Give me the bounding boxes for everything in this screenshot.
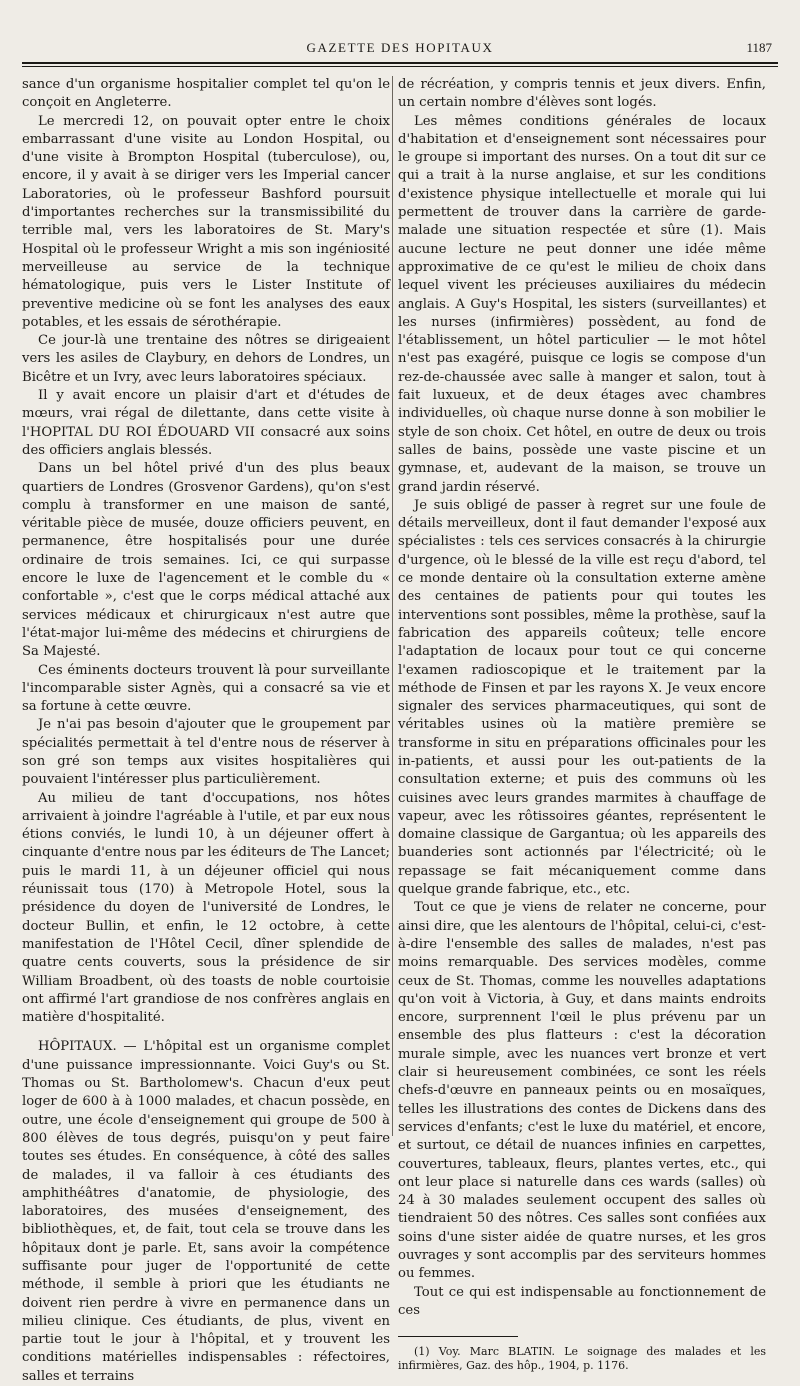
page-header: [22, 38, 778, 58]
journal-title: GAZETTE DES HOPITAUX: [306, 40, 494, 55]
footnote-rule: [398, 1336, 518, 1337]
paragraph: Tout ce que je viens de relater ne concerne, pour ainsi dire, que les alentours de l'hôpital, celui-ci, c'est-à-dire l'ensemble des salles de malades, n'est pas moins remarquable. Des services modèles, comme ceux de St. Thomas, comme les nouvelles adaptations qu'on voit à Victoria, à Guy, et dans maints endroits encore, surprennent l'œil le plus prévenu par un ensemble des plus flatteurs : c'est la décoration murale simple, avec les nuances vert bronze et vert clair si heureusement combinées, ce sont les réels chefs-d'œuvre en panneaux peints ou en mosaïques, telles les illustrations des contes de Dickens dans des services d'enfants; c'est le luxe du matériel, et encore, et surtout, ce détail de nuances infinies en carpettes, couvertures, tableaux, fleurs, plantes vertes, etc., qui ont leur place si naturelle dans ces wards (salles) où 24 à 30 malades seulement occupent des salles où tiendraient 50 des nôtres. Ces salles sont confiées aux soins d'une sister aidée de quatre nurses, et les gros ouvrages y sont accomplis par des serviteurs hommes ou femmes.: [398, 900, 766, 1282]
paragraph: Dans un bel hôtel privé d'un des plus beaux quartiers de Londres (Grosvenor Gardens), qu'on s'est complu à transformer en une maison de santé, véritable pièce de musée, douze officiers peuvent, en permanence, être hospitalisés pour une durée ordinaire de trois semaines. Ici, ce qui surpasse encore le luxe de l'agencement et le comble du « confortable », c'est que le corps médical attaché aux services médicaux et chirurgicaux n'est autre que l'état-major lui-même des médecins et chirurgiens de Sa Majesté.: [22, 461, 390, 660]
paragraph: Les mêmes conditions générales de locaux d'habitation et d'enseignement sont nécessaires pour le groupe si important des nurses. On a tout dit sur ce qui a trait à la nurse anglaise, et sur les conditions d'existence physique intellectuelle et morale qui lui permettent de trouver dans la carrière de garde-malade une situation respectée et sûre (1). Mais aucune lecture ne peut donner une idée même approximative de ce qu'est le milieu de choix dans lequel vivent les précieuses auxiliaires du médecin anglais. A Guy's Hospital, les sisters (surveillantes) et les nurses (infirmières) possèdent, au fond de l'établissement, un hôtel particulier — le mot hôtel n'est pas exagéré, puisque ce logis se compose d'un rez-de-chaussée avec salle à manger et salon, tout à fait luxueux, et de deux étages avec chambres individuelles, où chaque nurse donne à son mobilier le style de son choix. Cet hôtel, en outre de deux ou trois salles de bains, possède une vaste piscine et un gymnase, et, audevant de la maison, se trouve un grand jardin réservé.: [398, 113, 766, 495]
paragraph: de récréation, y compris tennis et jeux divers. Enfin, un certain nombre d'élèves sont logés.: [398, 77, 766, 111]
paragraph: Tout ce qui est indispensable au fonctionnement de ces: [398, 1284, 766, 1318]
footnote: (1) Voy. Marc BLATIN. Le soignage des malades et les infirmières, Gaz. des hôp., 1904, p. 1176.: [398, 1345, 766, 1373]
right-column: [398, 76, 766, 1373]
header-rule-thin: [22, 66, 778, 67]
page-number: 1187: [746, 40, 772, 55]
paragraph: Au milieu de tant d'occupations, nos hôtes arrivaient à joindre l'agréable à l'utile, et par eux nous étions conviés, le lundi 10, à un déjeuner offert à cinquante d'entre nous par les éditeurs de The Lancet; puis le mardi 11, à un déjeuner officiel qui nous réunissait tous (170) à Metropole Hotel, sous la présidence du doyen de l'université de Londres, le docteur Bullin, et enfin, le 12 octobre, à cette manifestation de l'Hôtel Cecil, dîner splendide de quatre cents couverts, sous la présidence de sir William Broadbent, où des toasts de noble courtoisie ont affirmé l'art grandiose de nos confrères anglais en matière d'hospitalité.: [22, 790, 390, 1026]
header-rule-thick: [22, 62, 778, 64]
paragraph: Ce jour-là une trentaine des nôtres se dirigeaient vers les asiles de Claybury, en dehors de Londres, un Bicêtre et un Ivry, avec leurs laboratoires spéciaux.: [22, 333, 390, 385]
paragraph: Je suis obligé de passer à regret sur une foule de détails merveilleux, dont il faut demander l'exposé aux spécialistes : tels ces services consacrés à la chirurgie d'urgence, où le blessé de la ville est reçu d'abord, tel ce monde dentaire où la consultation externe amène des centaines de patients pour qui toutes les interventions sont possibles, même la prothèse, sauf la fabrication des appareils coûteux; telle encore l'adaptation de locaux pour tout ce qui concerne l'examen radioscopique et le traitement par la méthode de Finsen et par les rayons X. Je veux encore signaler des services pharmaceutiques, qui sont de véritables usines où la matière première se transforme in situ en préparations officinales pour les in-patients, et aussi pour les out-patients de la consultation externe; et puis des communs où les cuisines avec leurs grandes marmites à chauffage de vapeur, avec les rôtissoires géantes, représentent le domaine classique de Gargantua; où les appareils des buanderies sont actionnés par l'électricité; où le repassage se fait mécaniquement comme dans quelque grande fabrique, etc., etc.: [398, 497, 766, 898]
section-paragraph-hopitaux: HÔPITAUX. — L'hôpital est un organisme complet d'une puissance impressionnante. Voici Guy's ou St. Thomas ou St. Bartholomew's. Chacun d'eux peut loger de 600 à à 1000 malades, et chacun possède, en outre, une école d'enseignement qui groupe de 500 à 800 élèves de tous degrés, puisqu'on y peut faire toutes ses études. En conséquence, à côté des salles de malades, il va falloir à ces étudiants des amphithéâtres d'anatomie, de physiologie, des laboratoires, des musées d'enseignement, des bibliothèques, et, de fait, tout cela se trouve dans les hôpitaux dont je parle. Et, sans avoir la compétence suffisante pour juger de l'opportunité de cette méthode, il semble à priori que les étudiants ne doivent rien perdre à vivre en permanence dans un milieu clinique. Ces étudiants, de plus, vivent en partie tout le jour à l'hôpital, et y trouvent les conditions matérielles indispensables : réfectoires, salles et terrains: [22, 1039, 390, 1384]
column-divider: [392, 76, 393, 1136]
paragraph: Il y avait encore un plaisir d'art et d'études de mœurs, vrai régal de dilettante, dans cette visite à l'HOPITAL DU ROI ÉDOUARD VII consacré aux soins des officiers anglais blessés.: [22, 388, 390, 458]
paragraph: sance d'un organisme hospitalier complet tel qu'on le conçoit en Angleterre.: [22, 77, 390, 111]
left-column: [22, 76, 390, 1386]
paragraph: Je n'ai pas besoin d'ajouter que le groupement par spécialités permettait à tel d'entre nous de réserver à son gré son temps aux visites hospitalières qui pouvaient l'intéresser plus particulièrement.: [22, 717, 390, 788]
paragraph: Ces éminents docteurs trouvent là pour surveillante l'incomparable sister Agnès, qui a consacré sa vie et sa fortune à cette œuvre.: [22, 662, 390, 715]
paragraph: Le mercredi 12, on pouvait opter entre le choix embarrassant d'une visite au London Hospital, ou d'une visite à Brompton Hospital (tuberculose), ou, encore, il y avait à se diriger vers les Imperial cancer Laboratories, où le professeur Bashford poursuit d'importantes recherches sur la transmissibilité du terrible mal, vers les laboratoires de St. Mary's Hospital où le professeur Wright a mis son ingéniosité merveilleuse au service de la technique hématologique, puis vers le Lister Institute of preventive medicine où se font les analyses des eaux potables, et les essais de sérothérapie.: [22, 113, 390, 330]
